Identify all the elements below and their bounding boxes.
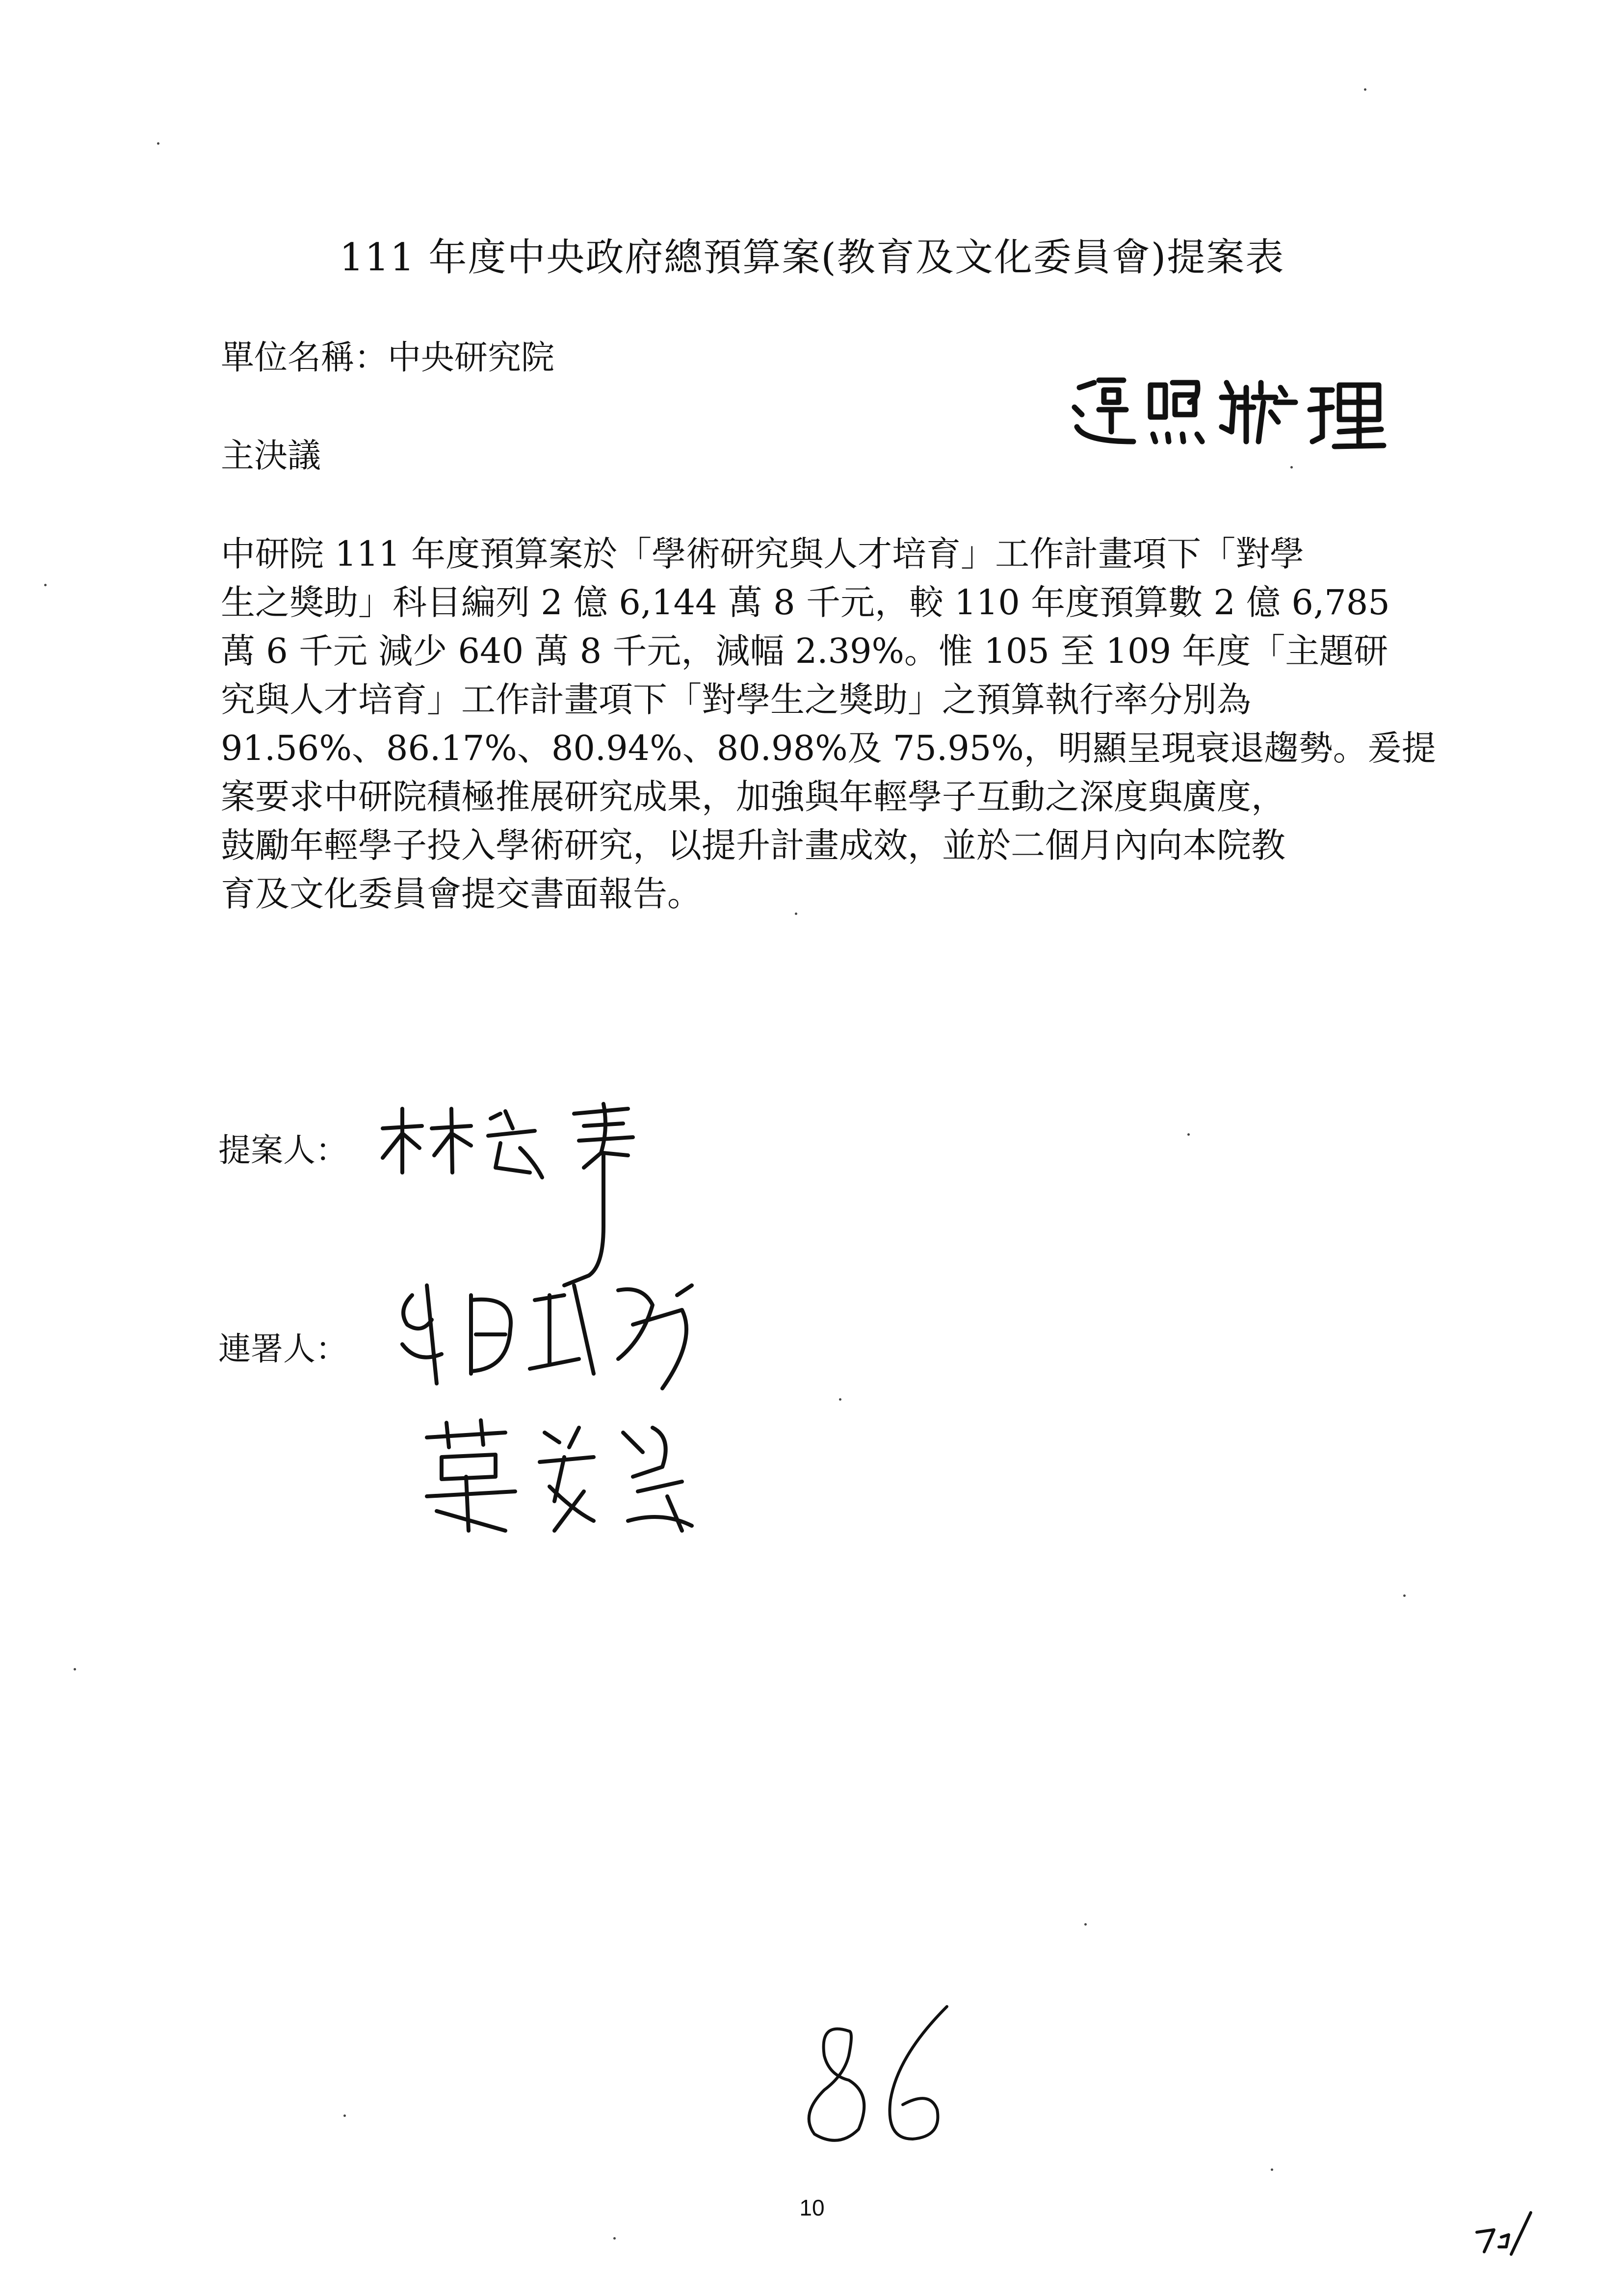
cosigner-signature — [407, 1413, 726, 1540]
body-line: 中研院 111 年度預算案於「學術研究與人才培育」工作計畫項下「對學 — [221, 534, 1305, 574]
scan-speck — [795, 913, 797, 915]
body-line: 案要求中研院積極推展研究成果，加強與年輕學子互動之深度與廣度， — [221, 777, 1285, 817]
scan-speck — [74, 1668, 76, 1670]
unit-name-value: 中央研究院 — [388, 339, 555, 377]
scan-speck — [1403, 1594, 1406, 1597]
scan-speck — [1364, 88, 1366, 91]
handwritten-note — [1065, 373, 1388, 456]
cosigner-label: 連署人： — [218, 1330, 348, 1368]
handwritten-number — [785, 2002, 962, 2159]
cosigner-signature — [388, 1266, 731, 1413]
body-line: 育及文化委員會提交書面報告。 — [221, 874, 702, 914]
unit-name-row — [221, 334, 554, 383]
resolution-body — [221, 530, 1438, 918]
scan-speck — [613, 2237, 616, 2240]
document-title: 111 年度中央政府總預算案(教育及文化委員會)提案表 — [339, 235, 1285, 280]
body-line: 生之獎助」科目編列 2 億 6,144 萬 8 千元，較 110 年度預算數 2 億 6,785 — [221, 582, 1390, 623]
body-line: 91.56%、86.17%、80.94%、80.98%及 75.95%，明顯呈現衰退趨勢。爰提 — [221, 728, 1436, 768]
scan-speck — [1271, 2168, 1273, 2171]
proposer-label: 提案人： — [218, 1131, 348, 1169]
scan-speck — [44, 584, 47, 586]
main-resolution-heading: 主決議 — [221, 437, 321, 475]
body-line: 鼓勵年輕學子投入學術研究，以提升計畫成效，並於二個月內向本院教 — [221, 825, 1285, 865]
corner-mark — [1472, 2208, 1550, 2262]
unit-name-label: 單位名稱： — [221, 339, 388, 377]
body-line: 萬 6 千元 減少 640 萬 8 千元，減幅 2.39%。惟 105 至 109 年度「主題研 — [221, 631, 1388, 671]
scan-speck — [1084, 1923, 1087, 1926]
scan-speck — [343, 2114, 346, 2117]
scan-speck — [1187, 1133, 1190, 1136]
scan-speck — [1290, 466, 1293, 469]
body-line: 究與人才培育」工作計畫項下「對學生之獎助」之預算執行率分別為 — [221, 679, 1251, 720]
page-number: 10 — [799, 2195, 825, 2220]
scan-speck — [157, 142, 159, 145]
scan-speck — [839, 1398, 841, 1401]
